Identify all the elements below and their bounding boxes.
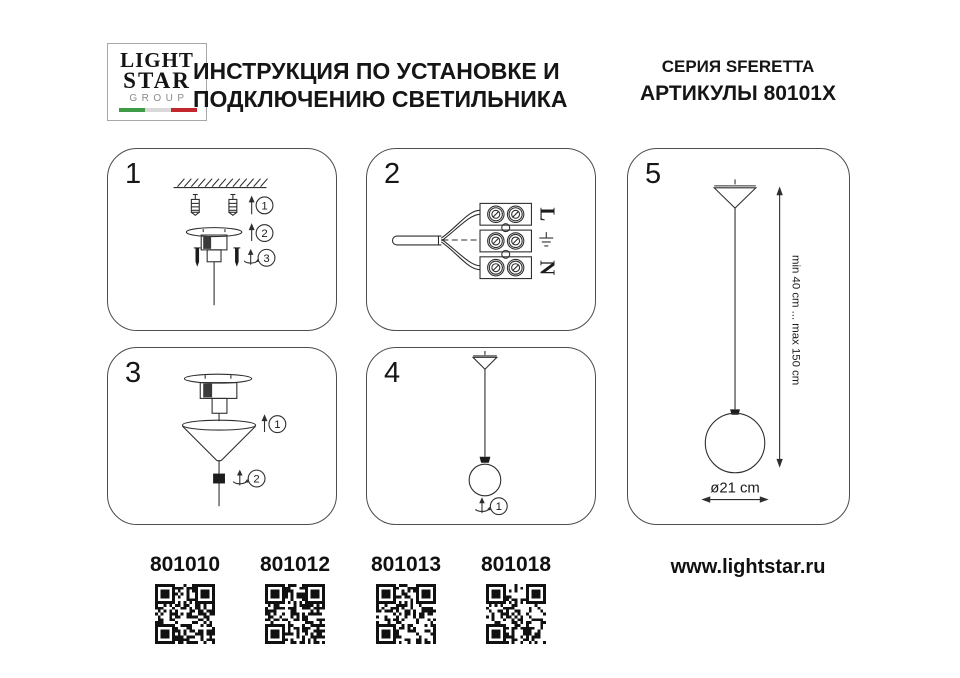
ceiling-canopy-icon — [186, 228, 241, 306]
panel-1-diagram — [108, 149, 336, 330]
title-line-1: ИНСТРУКЦИЯ ПО УСТАНОВКЕ И — [193, 58, 560, 84]
wall-anchor-icon — [229, 194, 237, 215]
article-code: 801018 — [480, 553, 552, 576]
logo-light-text: LIGHT — [120, 48, 194, 72]
up-arrow-icon — [249, 223, 255, 241]
logo-star-text: STAR — [123, 68, 191, 93]
neutral-label: N — [535, 260, 559, 276]
glass-ball-icon — [705, 413, 764, 472]
live-label: L — [535, 207, 559, 222]
screw-icon — [194, 248, 201, 267]
svg-text:1: 1 — [261, 200, 268, 213]
lamp-socket — [480, 457, 491, 463]
panel-4-diagram — [367, 348, 595, 524]
panel-3-number: 3 — [125, 357, 142, 389]
logo-group-text: GROUP — [129, 93, 189, 104]
glass-ball-icon — [469, 464, 501, 496]
panel-3-diagram — [108, 348, 336, 524]
svg-text:2: 2 — [253, 473, 260, 486]
qr-code — [486, 584, 546, 644]
cone-shade-icon — [182, 420, 255, 461]
flag-white-segment — [145, 108, 171, 112]
ceiling-canopy-icon — [184, 374, 251, 421]
wall-anchor-icon — [191, 194, 199, 215]
svg-text:1: 1 — [274, 419, 281, 432]
series-block — [628, 57, 848, 106]
pendant-cone-icon — [473, 351, 497, 369]
qr-code — [376, 584, 436, 644]
step-badge — [258, 249, 275, 266]
tighten-icon — [233, 470, 248, 486]
series-label: СЕРИЯ SFERETTA — [661, 57, 815, 76]
up-arrow-icon — [262, 414, 268, 432]
overview-panel — [627, 148, 850, 525]
panel-5-number: 5 — [645, 158, 662, 190]
svg-text:1: 1 — [495, 501, 502, 514]
up-arrow-icon — [249, 195, 255, 214]
svg-text:2: 2 — [261, 228, 268, 241]
svg-text:3: 3 — [263, 252, 270, 265]
screw-icon — [233, 248, 240, 267]
qr-code — [155, 584, 215, 644]
pendant-cone-icon — [714, 179, 756, 208]
panel-2-diagram — [367, 149, 595, 330]
page-title — [193, 57, 567, 113]
panel-5-diagram — [628, 149, 849, 524]
step-panel-4 — [366, 347, 596, 525]
height-dimension — [776, 186, 801, 467]
step-badge — [256, 197, 273, 214]
article-code: 801012 — [259, 553, 331, 576]
website-url: www.lightstar.ru — [670, 556, 826, 578]
step-panel-2 — [366, 148, 596, 331]
step-panel-3 — [107, 347, 337, 525]
panel-1-number: 1 — [125, 158, 142, 190]
title-line-2: ПОДКЛЮЧЕНИЮ СВЕТИЛЬНИКА — [193, 86, 568, 112]
articles-label: АРТИКУЛЫ 80101X — [640, 82, 836, 105]
cord-and-nut — [213, 461, 225, 506]
height-dimension-label: min 40 cm ... max 150 cm — [789, 255, 802, 386]
flag-green-segment — [119, 108, 145, 112]
ground-icon — [539, 232, 553, 246]
step-badge — [490, 498, 507, 515]
diameter-dimension — [701, 481, 768, 503]
step-panel-1 — [107, 148, 337, 331]
wires — [441, 210, 480, 269]
article-code: 801013 — [370, 553, 442, 576]
step-badge — [269, 416, 286, 433]
article-code: 801010 — [149, 553, 221, 576]
lightstar-logo — [107, 43, 207, 121]
qr-code — [265, 584, 325, 644]
tighten-icon — [476, 497, 491, 513]
ceiling-hatch-icon — [174, 179, 268, 188]
cable-icon — [392, 236, 441, 245]
diameter-dimension-label: ø21 cm — [710, 480, 760, 497]
tighten-icon — [244, 249, 259, 265]
terminal-block-icon — [480, 203, 531, 278]
terminal-screws — [488, 206, 524, 276]
panel-2-number: 2 — [384, 158, 401, 190]
italian-flag-icon — [119, 108, 197, 112]
step-badge — [256, 225, 273, 242]
step-badge — [248, 470, 265, 487]
panel-4-number: 4 — [384, 357, 401, 389]
